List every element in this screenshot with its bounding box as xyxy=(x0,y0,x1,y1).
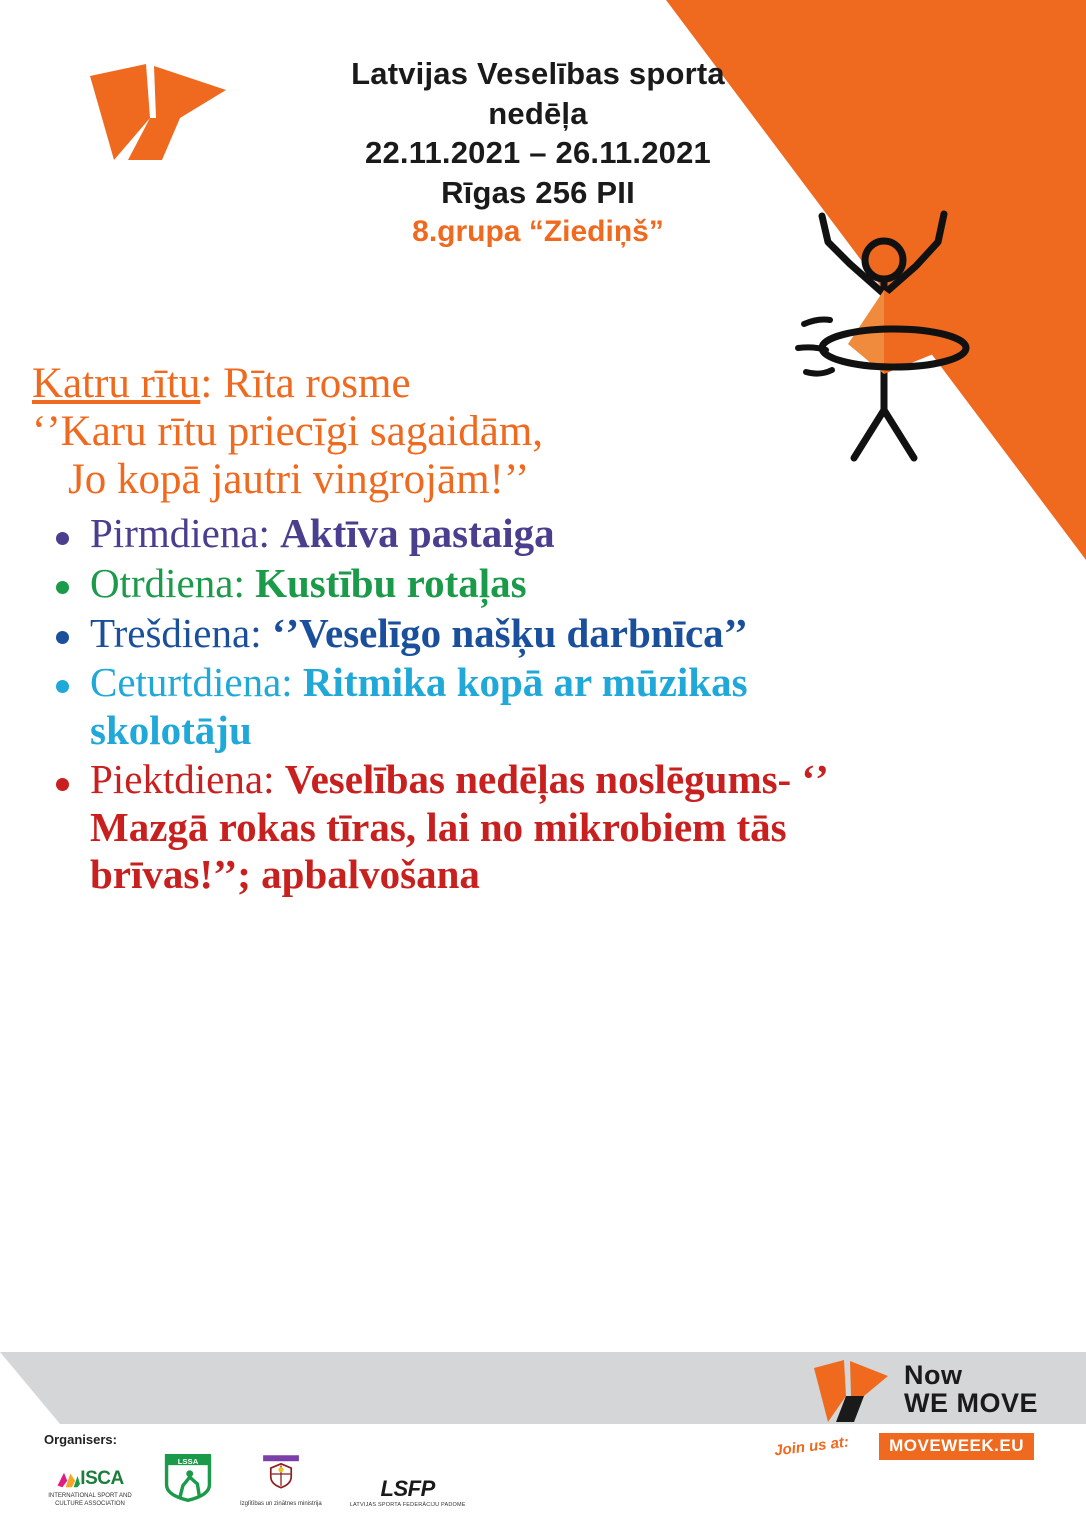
bullet-icon xyxy=(56,631,69,644)
lead-label: Katru rītu xyxy=(32,360,201,407)
isca-figure-icon xyxy=(56,1471,80,1489)
latvia-coat-of-arms-icon xyxy=(258,1455,304,1493)
weekday-list xyxy=(32,510,832,898)
day-activity: ‘’Veselīgo našķu darbnīca’’ xyxy=(271,609,748,656)
list-item xyxy=(32,610,832,658)
svg-text:LSSA: LSSA xyxy=(177,1456,199,1466)
isca-wordmark: ISCA xyxy=(80,1468,124,1489)
lead-separator: : xyxy=(200,360,224,407)
nwm-line-1: Now xyxy=(903,1360,963,1390)
organiser-logo-izm xyxy=(240,1455,322,1509)
list-item xyxy=(32,756,832,899)
day-activity: Ritmika kopā ar mūzikas skolotāju xyxy=(90,659,748,753)
day-label: Trešdiena: xyxy=(90,609,272,656)
day-label: Piektdiena: xyxy=(90,756,285,803)
day-activity: Kustību rotaļas xyxy=(255,560,527,607)
list-item xyxy=(32,510,832,558)
nowwemove-wordmark xyxy=(904,1356,1038,1417)
group-subtitle: 8.grupa “Ziediņš” xyxy=(412,214,664,248)
title-line-2: nedēļa xyxy=(488,95,588,131)
lead-heading-line xyxy=(32,360,832,408)
nowwemove-arrow-icon xyxy=(810,1356,892,1428)
title-line-1: Latvijas Veselības sporta xyxy=(351,56,725,91)
day-activity: Aktīva pastaiga xyxy=(280,510,555,557)
lsfp-wordmark: LSFP xyxy=(380,1476,435,1501)
day-label: Otrdiena: xyxy=(90,560,256,607)
title-line-4: Rīgas 256 PII xyxy=(441,175,635,211)
nowwemove-arrow-logo xyxy=(84,56,234,168)
moveweek-callout xyxy=(774,1431,1034,1460)
list-item xyxy=(32,659,832,754)
organiser-logo-row xyxy=(44,1453,466,1508)
bullet-icon xyxy=(56,532,69,545)
lead-quote-line-1: ‘’Karu rītu priecīgi sagaidām, xyxy=(32,408,544,456)
title-line-3: 22.11.2021 – 26.11.2021 xyxy=(365,135,711,171)
bullet-icon xyxy=(56,778,69,791)
hula-hoop-figure-icon xyxy=(788,198,998,488)
isca-caption: INTERNATIONAL SPORT AND CULTURE ASSOCIATION xyxy=(48,1493,132,1507)
organisers-label: Organisers: xyxy=(44,1432,117,1447)
lead-activity: Rīta rosme xyxy=(223,360,411,407)
join-us-at-label: Join us at: xyxy=(772,1433,850,1460)
organiser-logo-lssa xyxy=(164,1453,212,1508)
daily-morning-activity xyxy=(32,360,832,504)
day-activity: Veselības nedēļas noslēgums- ‘’ Mazgā rokas tīras, lai no mikrobiem tās brīvas!’’; apbalvošana xyxy=(90,756,826,898)
moveweek-url-badge[interactable]: MOVEWEEK.EU xyxy=(879,1433,1034,1460)
nwm-line-2: WE MOVE xyxy=(903,1387,1038,1418)
schedule-content xyxy=(32,360,832,901)
bullet-icon xyxy=(56,680,69,693)
organiser-logo-lsfp xyxy=(350,1476,466,1508)
organiser-logo-isca xyxy=(44,1468,136,1508)
day-label: Pirmdiena: xyxy=(90,510,281,557)
izm-caption: Izglītības un zinātnes ministrija xyxy=(240,1500,322,1507)
bullet-icon xyxy=(56,581,69,594)
list-item xyxy=(32,560,832,608)
day-label: Ceturtdiena: xyxy=(90,659,303,706)
lead-quote-line-2: Jo kopā jautri vingrojām!’’ xyxy=(68,456,530,504)
lssa-shield-icon xyxy=(164,1453,212,1503)
organisers-block xyxy=(44,1432,466,1508)
nowwemove-footer-logo xyxy=(810,1356,1038,1428)
lsfp-caption: LATVIJAS SPORTA FEDERĀCIJU PADOME xyxy=(349,1502,466,1508)
